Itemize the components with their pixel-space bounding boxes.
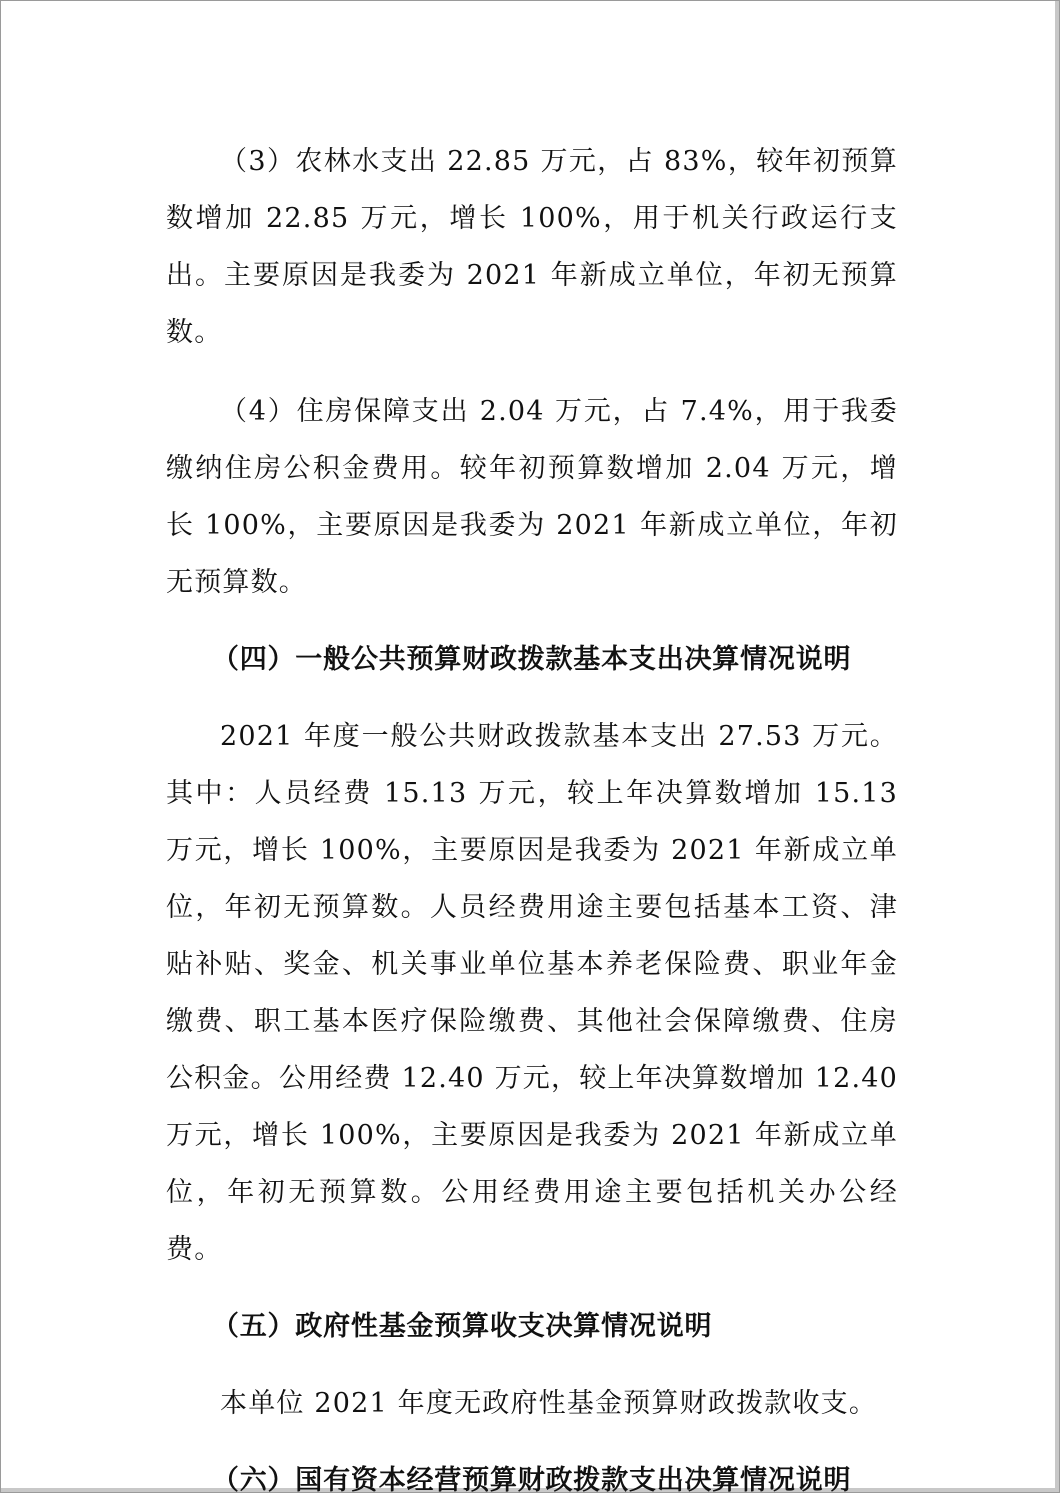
spacer [166,1278,898,1298]
section-heading-4: （四）一般公共预算财政拨款基本支出决算情况说明 [211,644,852,675]
paragraph-housing-expenditure: （4）住房保障支出 2.04 万元，占 7.4%，用于我委缴纳住房公积金费用。较年初预算数增加 2.04 万元，增长 100%，主要原因是我委为 2021 年新成立单位，年初无预算数。 [166,396,898,598]
spacer [166,611,898,631]
spacer [166,361,898,383]
spacer [166,688,898,708]
section-heading-6: （六）国有资本经营预算财政拨款支出决算情况说明 [211,1465,852,1496]
document-body [166,133,898,1509]
paragraph-agriculture-expenditure: （3）农林水支出 22.85 万元，占 83%，较年初预算数增加 22.85 万元，增长 100%，用于机关行政运行支出。主要原因是我委为 2021 年新成立单位，年初无预算数。 [166,146,898,348]
paragraph-government-fund: 本单位 2021 年度无政府性基金预算财政拨款收支。 [220,1388,878,1419]
spacer [166,1432,898,1452]
paragraph-basic-expenditure: 2021 年度一般公共财政拨款基本支出 27.53 万元。其中：人员经费 15.13 万元，较上年决算数增加 15.13 万元，增长 100%，主要原因是我委为 2021 年新成立单位，年初无预算数。人员经费用途主要包括基本工资、津贴补贴、奖金、机关事业单位基本养老保险费、职业年金缴费、职工基本医疗保险缴费、其他社会保障缴费、住房公积金。公用经费 12.40 万元，较上年决算数增加 12.40 万元，增长 100%，主要原因是我委为 2021 年新成立单位，年初无预算数。公用经费用途主要包括机关办公经费。 [166,721,898,1265]
section-heading-5: （五）政府性基金预算收支决算情况说明 [211,1311,713,1342]
spacer [166,1355,898,1375]
